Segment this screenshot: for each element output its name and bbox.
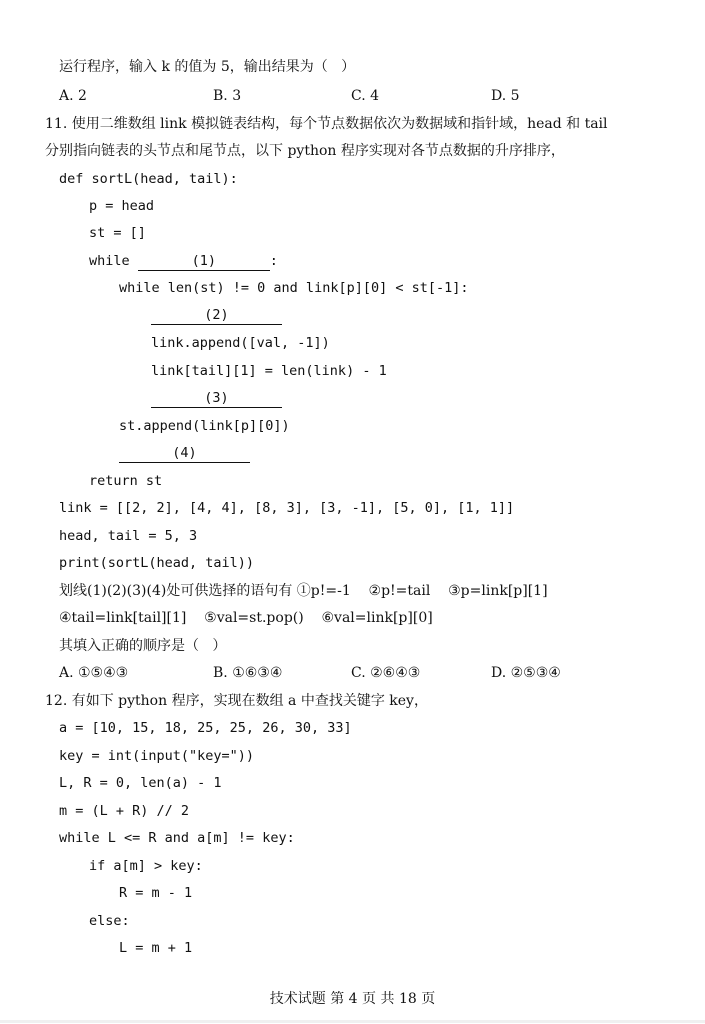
q11-choices-line1: 划线(1)(2)(3)(4)处可供选择的语句有 ①p!=-1 ②p!=tail ③p=link[p][1]: [59, 583, 548, 599]
q11-option-a: A. ①⑤④③: [59, 665, 129, 681]
q11-choices-line2: ④tail=link[tail][1] ⑤val=st.pop() ⑥val=link[p][0]: [59, 610, 433, 626]
q12-code-line: a = [10, 15, 18, 25, 25, 26, 30, 33]: [59, 720, 352, 736]
q12-code-line: else:: [89, 913, 130, 929]
q12-code-line: key = int(input("key=")): [59, 748, 255, 764]
code-while-colon: :: [269, 253, 278, 269]
code-def-line: def sortL(head, tail):: [59, 171, 238, 187]
q12-code-line: m = (L + R) // 2: [59, 803, 190, 819]
code-st-append: st.append(link[p][0]): [119, 418, 290, 434]
code-print-line: print(sortL(head, tail)): [59, 555, 255, 571]
code-return: return st: [89, 473, 163, 489]
code-link-line: link = [[2, 2], [4, 4], [8, 3], [3, -1], [5, 0], [1, 1]]: [59, 500, 515, 516]
q10-option-d: D. 5: [491, 88, 520, 104]
q12-code-line: L = m + 1: [119, 940, 193, 956]
code-blank-2-line: [151, 305, 282, 325]
q11-option-c: C. ②⑥④③: [351, 665, 421, 681]
q10-option-b: B. 3: [213, 88, 242, 104]
code-tail-line: link[tail][1] = len(link) - 1: [151, 363, 387, 379]
q10-option-a: A. 2: [59, 88, 87, 104]
q11-stem-line2: 分别指向链表的头节点和尾节点，以下 python 程序实现对各节点数据的升序排序，: [45, 143, 565, 159]
bottom-divider: [0, 1020, 705, 1023]
code-inner-while: while len(st) != 0 and link[p][0] < st[-1]:: [119, 280, 469, 296]
blank-2: (2): [151, 307, 282, 325]
blank-4: (4): [119, 445, 250, 463]
code-while-line: [89, 251, 278, 271]
q11-option-d: D. ②⑤③④: [491, 665, 561, 681]
code-p-assign: p = head: [89, 198, 155, 214]
code-head-line: head, tail = 5, 3: [59, 528, 198, 544]
q11-ask: 其填入正确的顺序是（ ）: [59, 638, 227, 654]
q12-code-line: while L <= R and a[m] != key:: [59, 830, 295, 846]
q10-stem: 运行程序，输入 k 的值为 5，输出结果为（ ）: [59, 59, 356, 75]
q12-code-line: if a[m] > key:: [89, 858, 203, 874]
q12-code-line: L, R = 0, len(a) - 1: [59, 775, 222, 791]
blank-3: (3): [151, 390, 282, 408]
q10-option-c: C. 4: [351, 88, 380, 104]
q12-stem: 12. 有如下 python 程序，实现在数组 a 中查找关键字 key，: [45, 693, 428, 709]
code-st-assign: st = []: [89, 225, 146, 241]
code-append-line: link.append([val, -1]): [151, 335, 330, 351]
code-blank-4-line: [119, 443, 250, 463]
code-blank-3-line: [151, 388, 282, 408]
code-while-keyword: while: [89, 253, 138, 269]
blank-1: (1): [138, 253, 270, 271]
q11-option-b: B. ①⑥③④: [213, 665, 283, 681]
q12-code-line: R = m - 1: [119, 885, 193, 901]
q11-stem-line1: 11. 使用二维数组 link 模拟链表结构，每个节点数据依次为数据域和指针域，head 和 tail: [45, 116, 608, 132]
page-footer: 技术试题 第 4 页 共 18 页: [269, 991, 436, 1007]
